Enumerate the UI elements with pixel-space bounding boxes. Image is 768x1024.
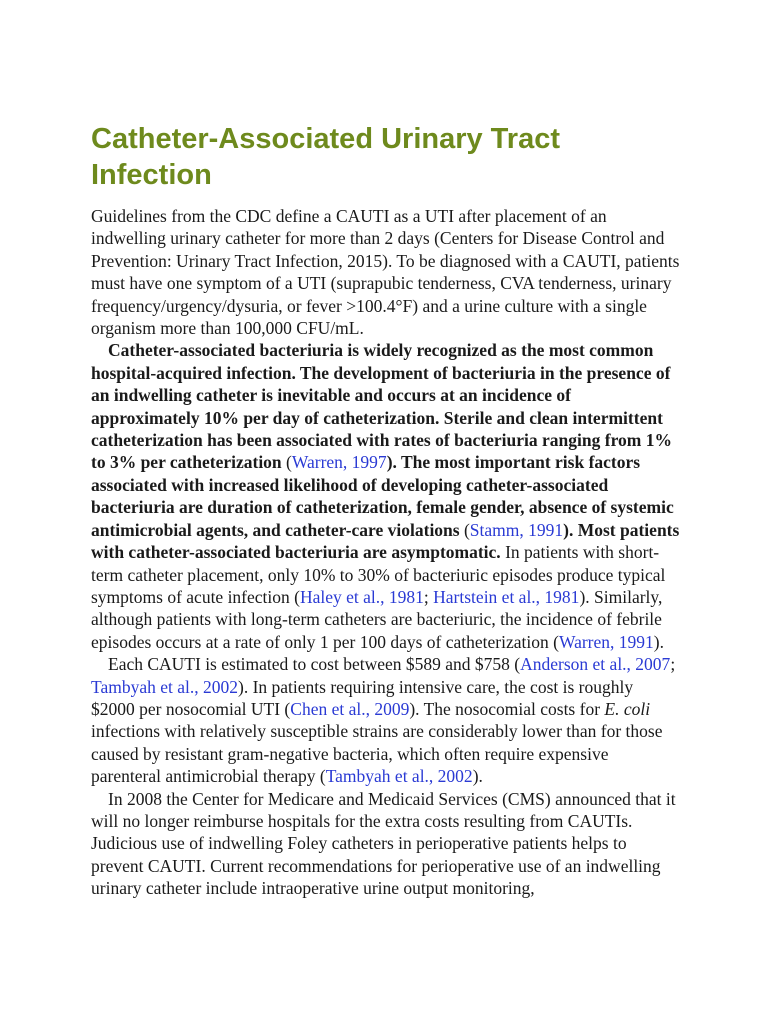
body-text: Each CAUTI is estimated to cost between $589 and $758 (: [108, 654, 521, 675]
italic-text: E. coli: [604, 698, 651, 719]
body-text: infections with relatively susceptible strains are considerably lower than for those caused by resistant gram-negative bacteria, which often require expensive parenteral antimicrobial therapy (: [91, 721, 663, 787]
paragraph-text: In 2008 the Center for Medicare and Medicaid Services (CMS) announced that it will no longer reimburse hospitals for the extra costs resulting from CAUTIs. Judicious use of indwelling Foley catheters in perioperative patients helps to prevent CAUTI. Current recommendations for perioperative use of an indwelling urinary catheter include intraoperative urine output monitoring,: [91, 788, 676, 899]
bold-text: Catheter-associated bacteriuria is widely recognized as the most common hospital-acquired infection. The development of bacteriuria in the presence of an indwelling catheter is inevitable and occurs at an incidence of approximately 10% per day of catheterization. Sterile and clean intermittent catheterization has been associated with rates of bacteriuria ranging from 1% to 3% per catheterization: [91, 340, 672, 473]
separator: ;: [670, 654, 676, 675]
paragraph-costs: [91, 653, 681, 787]
paragraph-definition: [91, 205, 681, 339]
bold-text: ). The most important risk factors associated with increased likelihood of developing catheter-associated bacteriuria are duration of catheterization, female gender, absence of systemic antimicrobial agents, and catheter-care violations: [91, 452, 674, 540]
citation-link[interactable]: Haley et al., 1981: [299, 586, 424, 607]
citation-link[interactable]: Chen et al., 2009: [290, 698, 410, 719]
body-text: ).: [653, 631, 664, 652]
paren-open: (: [459, 519, 470, 540]
citation-link[interactable]: Stamm, 1991: [469, 519, 564, 540]
body-text: ).: [472, 766, 483, 787]
body-text: ). The nosocomial costs for: [409, 698, 605, 719]
citation-link[interactable]: Tambyah et al., 2002: [325, 766, 473, 787]
separator: ;: [423, 586, 434, 607]
page-title: Catheter-Associated Urinary Tract Infection: [91, 123, 560, 191]
citation-link[interactable]: Tambyah et al., 2002: [91, 676, 238, 697]
citation-link[interactable]: Warren, 1991: [558, 631, 654, 652]
paren-open: (: [281, 452, 292, 473]
body-text: In patients with short-term catheter placement, only 10% to 30% of bacteriuric episodes produce typical symptoms of acute infection (: [91, 542, 666, 607]
paragraph-text: Guidelines from the CDC define a CAUTI as a UTI after placement of an indwelling urinary catheter for more than 2 days (Centers for Disease Control and Prevention: Urinary Tract Infection, 2015). To be diagnosed with a CAUTI, patients must have one symptom of a UTI (suprapubic tenderness, CVA tenderness, urinary frequency/urgency/dysuria, or fever >100.4°F) and a urine culture with a single organism more than 100,000 CFU/mL.: [91, 206, 680, 339]
paragraph-cms: [91, 788, 681, 900]
document-page: [91, 121, 681, 900]
body-text: ). In patients requiring intensive care, the cost is roughly $2000 per nosocomial UTI (: [91, 676, 634, 719]
citation-link[interactable]: Hartstein et al., 1981: [433, 586, 580, 607]
paragraph-bacteriuria: [91, 339, 681, 653]
body-text: ). Similarly, although patients with long-term catheters are bacteriuric, the incidence of febrile episodes occurs at a rate of only 1 per 100 days of catheterization (: [91, 586, 663, 652]
bold-text: ). Most patients with catheter-associated bacteriuria are asymptomatic.: [91, 519, 680, 563]
citation-link[interactable]: Anderson et al., 2007: [520, 654, 671, 675]
citation-link[interactable]: Warren, 1997: [291, 452, 387, 473]
